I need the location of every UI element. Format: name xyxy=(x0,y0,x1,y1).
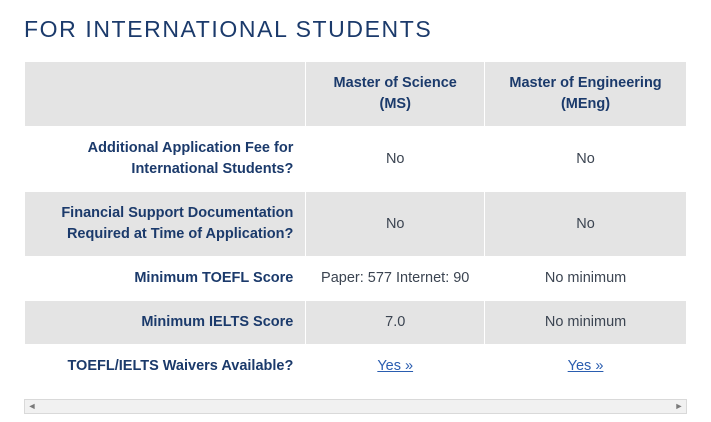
comparison-table-wrapper xyxy=(24,61,687,389)
row-value-meng: No xyxy=(485,127,687,192)
row-value-ms: No xyxy=(306,127,485,192)
row-value-meng: No minimum xyxy=(485,257,687,301)
scrollbar-thumb[interactable] xyxy=(39,401,672,412)
table-row xyxy=(25,301,687,345)
row-value-meng: No minimum xyxy=(485,301,687,345)
toefl-waiver-link-ms[interactable]: Yes » xyxy=(377,358,414,375)
toefl-waiver-link-meng[interactable]: Yes » xyxy=(567,358,604,375)
column-header-ms: Master of Science (MS) xyxy=(306,62,485,127)
table-header-row xyxy=(25,62,687,127)
horizontal-scrollbar[interactable] xyxy=(24,399,687,414)
table-header xyxy=(25,62,687,127)
page-title: FOR INTERNATIONAL STUDENTS xyxy=(24,16,433,42)
scroll-right-arrow-icon[interactable]: ► xyxy=(674,401,684,411)
international-students-table xyxy=(24,61,687,389)
column-header-blank xyxy=(25,62,306,127)
scroll-left-arrow-icon[interactable]: ◄ xyxy=(27,401,37,411)
table-row xyxy=(25,192,687,257)
row-label: Additional Application Fee for International Students? xyxy=(25,127,306,192)
table-row xyxy=(25,257,687,301)
column-header-meng: Master of Engineering (MEng) xyxy=(485,62,687,127)
table-row xyxy=(25,345,687,389)
row-label: Minimum TOEFL Score xyxy=(25,257,306,301)
row-value-ms: No xyxy=(306,192,485,257)
row-value-ms: Paper: 577 Internet: 90 xyxy=(306,257,485,301)
row-label: Financial Support Documentation Required at Time of Application? xyxy=(25,192,306,257)
table-row xyxy=(25,127,687,192)
table-body xyxy=(25,127,687,389)
row-label: TOEFL/IELTS Waivers Available? xyxy=(25,345,306,389)
row-value-ms xyxy=(306,345,485,389)
row-label: Minimum IELTS Score xyxy=(25,301,306,345)
row-value-ms: 7.0 xyxy=(306,301,485,345)
row-value-meng xyxy=(485,345,687,389)
row-value-meng: No xyxy=(485,192,687,257)
